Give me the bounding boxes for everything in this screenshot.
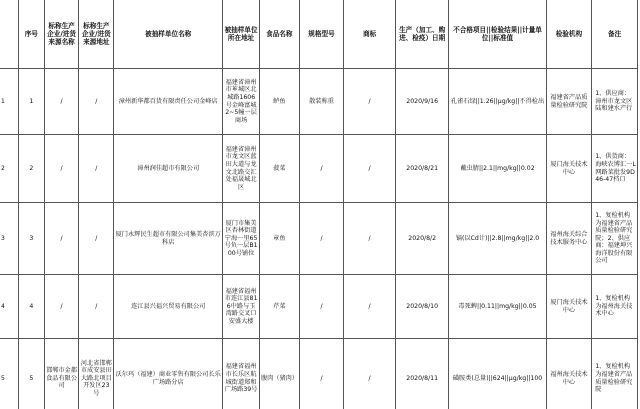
cell-sampled-addr: 厦门市集美区杏林街道宁海一里65号负一层B100号铺位 (223, 203, 260, 275)
cell-seq: 2 (18, 135, 44, 203)
cell-sampled-addr: 福建省福州市长乐区航城街道郑和广场路39号 (223, 339, 260, 409)
cell-items: 孔雀石绿||1.26||μg/kg||不得检出 (449, 69, 546, 135)
cell-sampled-name: 漳州润佳超市有限公司 (114, 135, 223, 203)
cell-agency: 福建省产品质量检验研究院 (546, 69, 592, 135)
table-row (0, 203, 638, 275)
cell-producer-name: / (44, 203, 79, 275)
cell-index: 4 (0, 275, 18, 339)
cell-seq: 3 (18, 203, 44, 275)
cell-spec: / (299, 203, 344, 275)
header-sampled-name: 被抽样单位名称 (114, 0, 223, 69)
cell-brand: / (344, 203, 396, 275)
cell-sampled-name: 漳州新华都百货有限责任公司金峰店 (114, 69, 223, 135)
cell-spec: 散装称重 (299, 69, 344, 135)
cell-food-name: 芹菜 (259, 275, 299, 339)
cell-food-name: 鲈鱼 (259, 69, 299, 135)
cell-sampled-name: 连江县兴福兴贸易有限公司 (114, 275, 223, 339)
cell-sampled-addr: 福建省漳州市芗城区北城路1606号金峰富城2~5幢一层商场 (223, 69, 260, 135)
cell-date: 2020/8/10 (395, 275, 449, 339)
cell-seq: 5 (18, 339, 44, 409)
cell-date: 2020/8/21 (395, 135, 449, 203)
cell-food-name: 腹肉（猪肉） (259, 339, 299, 409)
cell-note: 1、复检机构为福州海关技术中心 (592, 275, 638, 339)
cell-agency: 福州海关综合技术服务中心 (546, 203, 592, 275)
cell-producer-name: / (44, 135, 79, 203)
cell-producer-name: / (44, 69, 79, 135)
cell-agency: 福州海关技术中心 (546, 339, 592, 409)
cell-sampled-addr: 福建省漳州市龙文区蓝田大道与龙文北路交汇处福晟城北区 (223, 135, 260, 203)
table-row (0, 135, 638, 203)
header-spec: 规格型号 (299, 0, 344, 69)
header-brand: 商标 (344, 0, 396, 69)
header-note: 备注 (592, 0, 638, 69)
cell-sampled-name: 厦门永辉民生超市有限公司集美杏滨万科店 (114, 203, 223, 275)
cell-seq: 1 (18, 69, 44, 135)
table-row (0, 69, 638, 135)
cell-producer-addr: / (79, 135, 114, 203)
cell-index: 3 (0, 203, 18, 275)
cell-producer-name: 邯郸市金都食品有限公司 (44, 339, 79, 409)
cell-brand: / (344, 339, 396, 409)
header-index (0, 0, 18, 69)
cell-spec: / (299, 275, 344, 339)
cell-index: 5 (0, 339, 18, 409)
header-sampled-addr: 被抽样单位所在地址 (223, 0, 260, 69)
cell-food-name: 菠菜 (259, 135, 299, 203)
header-agency: 检验机构 (546, 0, 592, 69)
cell-date: 2020/9/16 (395, 69, 449, 135)
cell-brand: / (344, 275, 396, 339)
header-food-name: 食品名称 (259, 0, 299, 69)
cell-producer-addr: 河北省邯郸市成安县田大路北项目开发区23号 (79, 339, 114, 409)
cell-producer-addr: / (79, 275, 114, 339)
cell-index: 1 (0, 69, 18, 135)
cell-index: 2 (0, 135, 18, 203)
cell-sampled-addr: 福建省福州市连江县816中路与玉湾路交叉口安盛大楼 (223, 275, 260, 339)
cell-date: 2020/8/11 (395, 339, 449, 409)
table-row (0, 275, 638, 339)
header-date: 生产（加工、购进、检疫）日期 (395, 0, 449, 69)
cell-agency: 厦门海关技术中心 (546, 135, 592, 203)
cell-agency: 厦门海关技术中心 (546, 275, 592, 339)
cell-note: 1、复检机构为福建省产品质量检验研究院；2、供应商：福建坤兴海洋股份有限公司 (592, 203, 638, 275)
cell-sampled-name: 沃尔玛（福建）商业零售有限公司长乐广场路分店 (114, 339, 223, 409)
cell-note: 1、供应商：漳州市龙文区陆和建水产行 (592, 69, 638, 135)
header-row (0, 0, 638, 69)
header-items: 不合格项目||检验结果||计量单位||标准值 (449, 0, 546, 69)
cell-items: 镉(以Cd计)||2.8||mg/kg||2.0 (449, 203, 546, 275)
header-seq: 序号 (18, 0, 44, 69)
cell-producer-name: / (44, 275, 79, 339)
cell-items: 磺胺类(总量)||624||μg/kg||100 (449, 339, 546, 409)
cell-date: 2020/8/2 (395, 203, 449, 275)
cell-food-name: 章鱼 (259, 203, 299, 275)
header-producer-name: 标称生产企业/进货来源名称 (44, 0, 79, 69)
cell-note: 1、供货商：海峡农博汇一L网路菜批发9D46-47档口 (592, 135, 638, 203)
cell-spec: / (299, 135, 344, 203)
cell-items: 戴虫腈||2.1||mg/kg||0.02 (449, 135, 546, 203)
cell-producer-addr: / (79, 203, 114, 275)
cell-seq: 4 (18, 275, 44, 339)
cell-brand: / (344, 135, 396, 203)
cell-brand: / (344, 69, 396, 135)
header-producer-addr: 标称生产企业/进货来源地址 (79, 0, 114, 69)
cell-producer-addr: / (79, 69, 114, 135)
cell-spec: / (299, 339, 344, 409)
table-row (0, 339, 638, 409)
cell-note: 1、复检机构为福建省产品质量检验研究院 (592, 339, 638, 409)
cell-items: 毒死蜱||0.11||mg/kg||0.05 (449, 275, 546, 339)
